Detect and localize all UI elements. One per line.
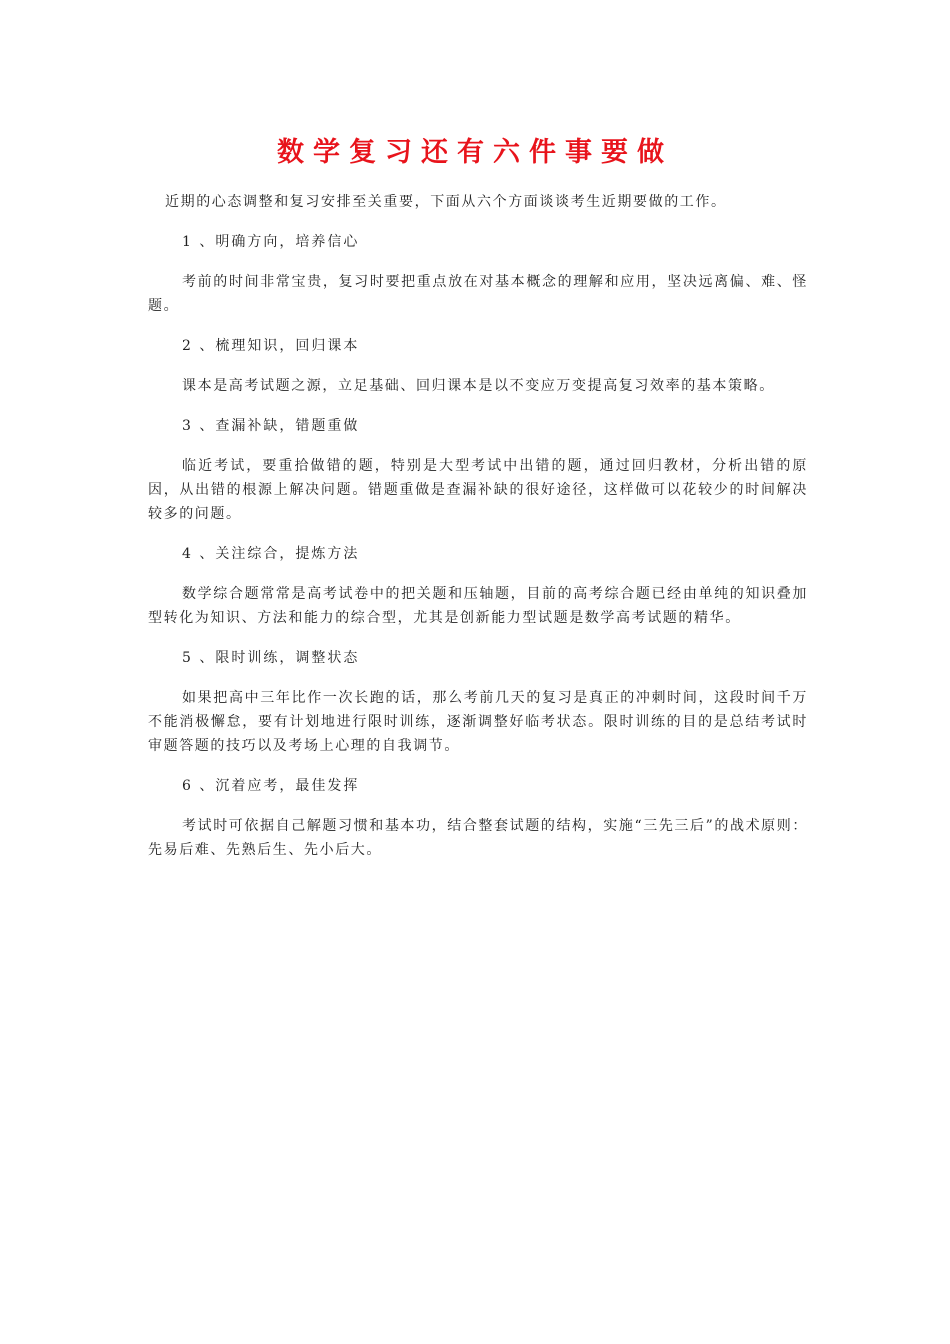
- section-body-4: 数学综合题常常是高考试卷中的把关题和压轴题，目前的高考综合题已经由单纯的知识叠加型转化为知识、方法和能力的综合型，尤其是创新能力型试题是数学高考试题的精华。: [148, 586, 808, 626]
- section-body-6: 考试时可依据自己解题习惯和基本功，结合整套试题的结构，实施“三先三后”的战术原则：先易后难、先熟后生、先小后大。: [148, 818, 808, 858]
- section-heading-6: 6 、沉着应考，最佳发挥: [182, 778, 360, 794]
- section-body-2: 课本是高考试题之源，立足基础、回归课本是以不变应万变提高复习效率的基本策略。: [182, 378, 775, 394]
- section-heading-1: 1 、明确方向，培养信心: [182, 234, 360, 250]
- section-heading-5: 5 、限时训练，调整状态: [182, 650, 360, 666]
- section-heading-2: 2 、梳理知识，回归课本: [182, 338, 360, 354]
- section-body-5: 如果把高中三年比作一次长跑的话，那么考前几天的复习是真正的冲刺时间，这段时间千万不能消极懈怠，要有计划地进行限时训练，逐渐调整好临考状态。限时训练的目的是总结考试时审题答题的技巧以及考场上心理的自我调节。: [148, 690, 808, 754]
- document-title: 数学复习还有六件事要做: [277, 137, 673, 168]
- section-body-1: 考前的时间非常宝贵，复习时要把重点放在对基本概念的理解和应用，坚决远离偏、难、怪题。: [148, 274, 808, 314]
- intro-paragraph: 近期的心态调整和复习安排至关重要，下面从六个方面谈谈考生近期要做的工作。: [165, 194, 727, 210]
- section-heading-3: 3 、查漏补缺，错题重做: [182, 418, 360, 434]
- section-body-3: 临近考试，要重拾做错的题，特别是大型考试中出错的题，通过回归教材，分析出错的原因，从出错的根源上解决问题。错题重做是查漏补缺的很好途径，这样做可以花较少的时间解决较多的问题。: [148, 458, 808, 522]
- document-body: [148, 190, 808, 878]
- section-heading-4: 4 、关注综合，提炼方法: [182, 546, 360, 562]
